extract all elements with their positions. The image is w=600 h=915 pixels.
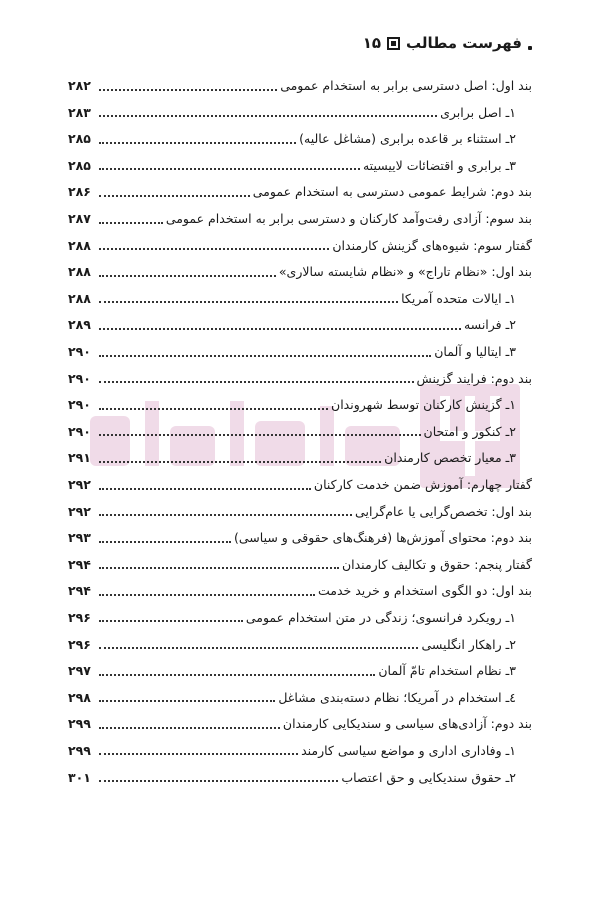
toc-entry-title: گفتار چهارم: آموزش ضمن خدمت کارکنان xyxy=(313,477,532,492)
page-header xyxy=(68,28,532,58)
toc-entry-page: ۲۹۶ xyxy=(68,609,91,625)
header-page-number: ۱۵ xyxy=(362,34,382,52)
toc-entry-page: ۲۹۰ xyxy=(68,397,91,413)
toc-entry-title: ۱ـ وفاداری اداری و مواضع سیاسی کارمند xyxy=(301,742,516,758)
toc-entry-title: ۱ـ ایالات متحده آمریکا xyxy=(401,290,516,306)
toc-entry xyxy=(68,469,532,496)
toc-entry xyxy=(68,150,532,177)
toc-entry xyxy=(68,761,532,788)
toc-entry xyxy=(68,389,532,416)
toc-entry-title: بند دوم: محتوای آموزش‌ها (فرهنگ‌های حقوقی و سیاسی) xyxy=(234,530,532,546)
toc-entry-page: ۲۸۳ xyxy=(68,104,91,120)
toc-entry-page: ۲۸۶ xyxy=(68,184,91,200)
toc-entry xyxy=(68,575,532,602)
toc-leader-dots xyxy=(99,355,431,357)
toc-entry-title: ۲ـ کنکور و امتحان xyxy=(423,423,516,439)
toc-entry-page: ۲۹۰ xyxy=(68,370,91,386)
toc-entry-title: ۳ـ برابری و اقتضائات لاییسیته xyxy=(362,157,516,173)
toc-leader-dots xyxy=(99,142,296,144)
toc-leader-dots xyxy=(99,89,277,91)
toc-entry-title: ۳ـ نظام استخدام تامّ آلمان xyxy=(378,663,516,679)
toc-entry xyxy=(68,309,532,336)
toc-entry-title: ۳ـ ایتالیا و آلمان xyxy=(434,344,516,360)
toc-entry-page: ۲۹۹ xyxy=(68,716,91,732)
toc-leader-dots xyxy=(99,674,375,676)
toc-leader-dots xyxy=(99,620,243,622)
toc-entry-title: بند اول: اصل دسترسی برابر به استخدام عمومی xyxy=(280,78,532,94)
toc-entry xyxy=(68,176,532,203)
toc-entry-title: ۲ـ فرانسه xyxy=(463,317,516,333)
toc-entry xyxy=(68,682,532,709)
header-title: فهرست مطالب xyxy=(406,34,522,52)
toc-leader-dots xyxy=(99,753,298,755)
toc-leader-dots xyxy=(99,541,231,543)
toc-entry-title: ۲ـ استثناء بر قاعده برابری (مشاغل عالیه) xyxy=(299,131,516,147)
toc-entry-title: ۲ـ حقوق سندیکایی و حق اعتصاب xyxy=(341,769,516,785)
toc-entry-title: بند اول: تخصص‌گرایی یا عام‌گرایی xyxy=(355,503,532,519)
toc-entry-title: گفتار سوم: شیوه‌های گزینش کارمندان xyxy=(332,237,532,253)
toc-entry-page: ۲۸۸ xyxy=(68,237,91,253)
toc-entry xyxy=(68,549,532,576)
toc-entry-page: ۲۹۷ xyxy=(68,663,91,679)
toc-entry xyxy=(68,522,532,549)
toc-leader-dots xyxy=(99,461,381,463)
toc-entry-page: ۲۹۲ xyxy=(68,503,91,519)
toc-leader-dots xyxy=(99,301,398,303)
toc-entry-title: ٤ـ استخدام در آمریکا؛ نظام دسته‌بندی مشاغل xyxy=(278,689,516,705)
toc-leader-dots xyxy=(99,408,328,410)
toc-entry xyxy=(68,628,532,655)
toc-leader-dots xyxy=(99,567,339,569)
toc-entry xyxy=(68,496,532,523)
toc-leader-dots xyxy=(99,115,437,117)
toc-entry xyxy=(68,123,532,150)
toc-entry-page: ۲۸۵ xyxy=(68,157,91,173)
header-box-icon xyxy=(387,37,400,50)
header-dot xyxy=(528,46,532,50)
toc-entry xyxy=(68,230,532,257)
toc-entry-page: ۲۸۸ xyxy=(68,264,91,280)
toc-entry xyxy=(68,256,532,283)
toc-entry-page: ۳۰۱ xyxy=(68,769,91,785)
toc-entry-title: ۱ـ رویکرد فرانسوی؛ زندگی در متن استخدام عمومی xyxy=(245,609,516,625)
toc-leader-dots xyxy=(99,514,352,516)
toc-entry xyxy=(68,416,532,443)
toc-entry-page: ۲۸۹ xyxy=(68,317,91,333)
toc-entry xyxy=(68,363,532,390)
toc-entry xyxy=(68,70,532,97)
toc-entry xyxy=(68,203,532,230)
toc-entry xyxy=(68,97,532,124)
toc-entry-page: ۲۹۴ xyxy=(68,583,91,599)
toc-leader-dots xyxy=(99,248,329,250)
toc-leader-dots xyxy=(99,195,250,197)
toc-entry-page: ۲۸۵ xyxy=(68,131,91,147)
toc-entry-title: ۲ـ راهکار انگلیسی xyxy=(421,636,516,652)
toc-entry xyxy=(68,708,532,735)
toc-leader-dots xyxy=(99,168,360,170)
toc-entry-page: ۲۹۸ xyxy=(68,689,91,705)
toc-leader-dots xyxy=(99,275,276,277)
toc-leader-dots xyxy=(99,647,418,649)
toc-entry xyxy=(68,283,532,310)
toc-entry-title: بند دوم: آزادی‌های سیاسی و سندیکایی کارمندان xyxy=(282,716,532,732)
toc-entry-title: بند دوم: فرایند گزینش xyxy=(416,370,532,386)
toc-entry-page: ۲۹۴ xyxy=(68,556,91,572)
table-of-contents xyxy=(68,70,532,788)
toc-entry-page: ۲۹۰ xyxy=(68,423,91,439)
toc-leader-dots xyxy=(99,222,163,224)
toc-leader-dots xyxy=(99,381,414,383)
toc-entry-page: ۲۸۷ xyxy=(68,211,91,227)
toc-entry-page: ۲۹۳ xyxy=(68,530,91,546)
toc-entry xyxy=(68,655,532,682)
toc-entry-page: ۲۹۲ xyxy=(68,477,91,492)
toc-leader-dots xyxy=(99,434,421,436)
toc-leader-dots xyxy=(99,700,275,702)
toc-leader-dots xyxy=(99,594,315,596)
toc-entry xyxy=(68,735,532,762)
toc-entry-page: ۲۹۰ xyxy=(68,344,91,360)
toc-entry-page: ۲۸۲ xyxy=(68,78,91,94)
toc-entry-page: ۲۹۱ xyxy=(68,450,91,466)
toc-entry-title: گفتار پنجم: حقوق و تکالیف کارمندان xyxy=(341,556,532,572)
toc-entry-title: بند دوم: شرایط عمومی دسترسی به استخدام عمومی xyxy=(252,184,532,200)
toc-leader-dots xyxy=(99,727,280,729)
toc-entry-title: ۱ـ گزینش کارکنان توسط شهروندان xyxy=(331,397,516,413)
toc-entry xyxy=(68,336,532,363)
toc-entry xyxy=(68,602,532,629)
toc-entry-title: بند اول: «نظام تاراج» و «نظام شایسته سالاری» xyxy=(278,264,532,280)
toc-entry-title: بند سوم: آزادی رفت‌وآمد کارکنان و دسترسی برابر به استخدام عمومی xyxy=(165,211,532,227)
toc-entry-page: ۲۹۹ xyxy=(68,742,91,758)
toc-entry-page: ۲۸۸ xyxy=(68,290,91,306)
toc-leader-dots xyxy=(99,488,311,490)
toc-entry-title: ۱ـ اصل برابری xyxy=(440,104,516,120)
toc-entry-page: ۲۹۶ xyxy=(68,636,91,652)
toc-entry-title: ۳ـ معیار تخصص کارمندان xyxy=(384,450,516,466)
toc-entry-title: بند اول: دو الگوی استخدام و خرید خدمت xyxy=(318,583,532,599)
toc-leader-dots xyxy=(99,780,338,782)
toc-leader-dots xyxy=(99,328,461,330)
toc-entry xyxy=(68,442,532,469)
